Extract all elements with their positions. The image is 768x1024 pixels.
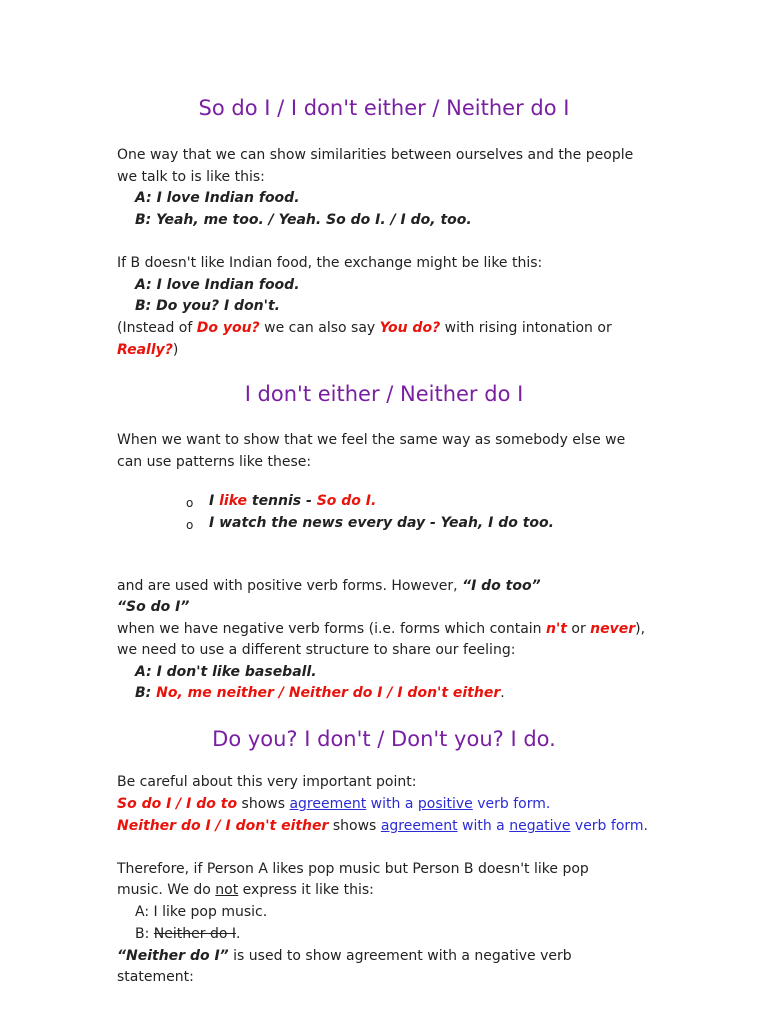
quote-so-do-i: “So do I” [117, 599, 190, 615]
intro-line-1: One way that we can show similarities between ourselves and the people [117, 147, 634, 163]
note-do-you: Do you? [196, 320, 260, 336]
para4-example-b [135, 684, 505, 702]
example-label: B: [135, 926, 154, 942]
bullet-text: tennis - [247, 493, 317, 509]
para6-line-5 [117, 947, 572, 965]
note-text: we can also say [259, 320, 380, 336]
para5-line-2 [117, 795, 550, 813]
para4-example-a: A: I don't like baseball. [135, 664, 317, 680]
para2-example-a: A: I love Indian food. [135, 277, 300, 293]
link-agreement[interactable]: agreement [289, 796, 367, 812]
para4-line-3 [117, 620, 645, 638]
para4-text: or [566, 621, 591, 637]
intro-example-b: B: Yeah, me too. / Yeah. So do I. / I do, too. [135, 212, 472, 228]
para5-text: shows [328, 818, 381, 834]
para5-text: with a [366, 796, 418, 812]
para4-text: and are used with positive verb forms. However, [117, 578, 463, 594]
example-dot: . [500, 685, 505, 701]
para6-example-a: A: I like pop music. [135, 904, 268, 920]
phrase-neither-do-i: Neither do I / I don't either [117, 818, 329, 834]
bullet-item-2: I watch the news every day - Yeah, I do too. [209, 515, 554, 531]
para5-text: verb form. [570, 818, 648, 834]
para2-note-line-1 [117, 319, 612, 337]
link-agreement[interactable]: agreement [380, 818, 458, 834]
link-negative[interactable]: negative [509, 818, 571, 834]
note-text: (Instead of [117, 320, 197, 336]
para5-line-1: Be careful about this very important point: [117, 774, 417, 790]
para4-text: ), [635, 621, 646, 637]
note-text: with rising intonation or [440, 320, 612, 336]
link-positive[interactable]: positive [417, 796, 473, 812]
example-label: B: [135, 685, 157, 701]
phrase-so-do-i: So do I / I do to [117, 796, 238, 812]
para5-line-3 [117, 817, 648, 835]
bullet-marker: o [186, 518, 194, 532]
para6-text: music. We do [117, 882, 216, 898]
para5-text: verb form. [472, 796, 551, 812]
intro-line-2: we talk to is like this: [117, 169, 265, 185]
example-dot: . [235, 926, 241, 942]
heading-do-you: Do you? I don't / Don't you? I do. [212, 727, 556, 751]
para2-example-b: B: Do you? I don't. [135, 298, 280, 314]
para6-text: express it like this: [238, 882, 374, 898]
para4-line-4: we need to use a different structure to share our feeling: [117, 642, 516, 658]
para6-text: is used to show agreement with a negative verb [228, 948, 572, 964]
intro-example-a: A: I love Indian food. [135, 190, 300, 206]
note-you-do: You do? [379, 320, 441, 336]
word-not: not [215, 882, 239, 898]
para5-text: shows [237, 796, 290, 812]
para6-line-2 [117, 881, 374, 899]
para6-example-b [135, 925, 240, 943]
quote-neither-do-i: “Neither do I” [117, 948, 229, 964]
bullet-so-do-i: So do I. [316, 493, 377, 509]
para5-text: with a [457, 818, 510, 834]
para2-line-1: If B doesn't like Indian food, the exchange might be like this: [117, 255, 543, 271]
bullet-marker: o [186, 496, 194, 510]
word-nt: n't [545, 621, 567, 637]
bullet-like: like [219, 493, 247, 509]
bullet-item-1 [209, 492, 376, 510]
heading-i-dont-either: I don't either / Neither do I [244, 382, 524, 406]
para4-line-1 [117, 577, 541, 595]
para4-text: when we have negative verb forms (i.e. forms which contain [117, 621, 546, 637]
bullet-text: I [209, 493, 220, 509]
quote-i-do-too: “I do too” [462, 578, 541, 594]
para3-line-2: can use patterns like these: [117, 454, 312, 470]
para6-line-1: Therefore, if Person A likes pop music but Person B doesn't like pop [117, 861, 589, 877]
note-text: ) [172, 342, 179, 358]
para2-note-line-2 [117, 341, 178, 359]
word-never: never [590, 621, 636, 637]
para6-line-6: statement: [117, 969, 194, 985]
note-really: Really? [117, 342, 173, 358]
para3-line-1: When we want to show that we feel the same way as somebody else we [117, 432, 626, 448]
example-strikethrough: Neither do I [153, 926, 236, 942]
example-neither: No, me neither / Neither do I / I don't either [156, 685, 501, 701]
heading-so-do-i: So do I / I don't either / Neither do I [198, 96, 570, 120]
